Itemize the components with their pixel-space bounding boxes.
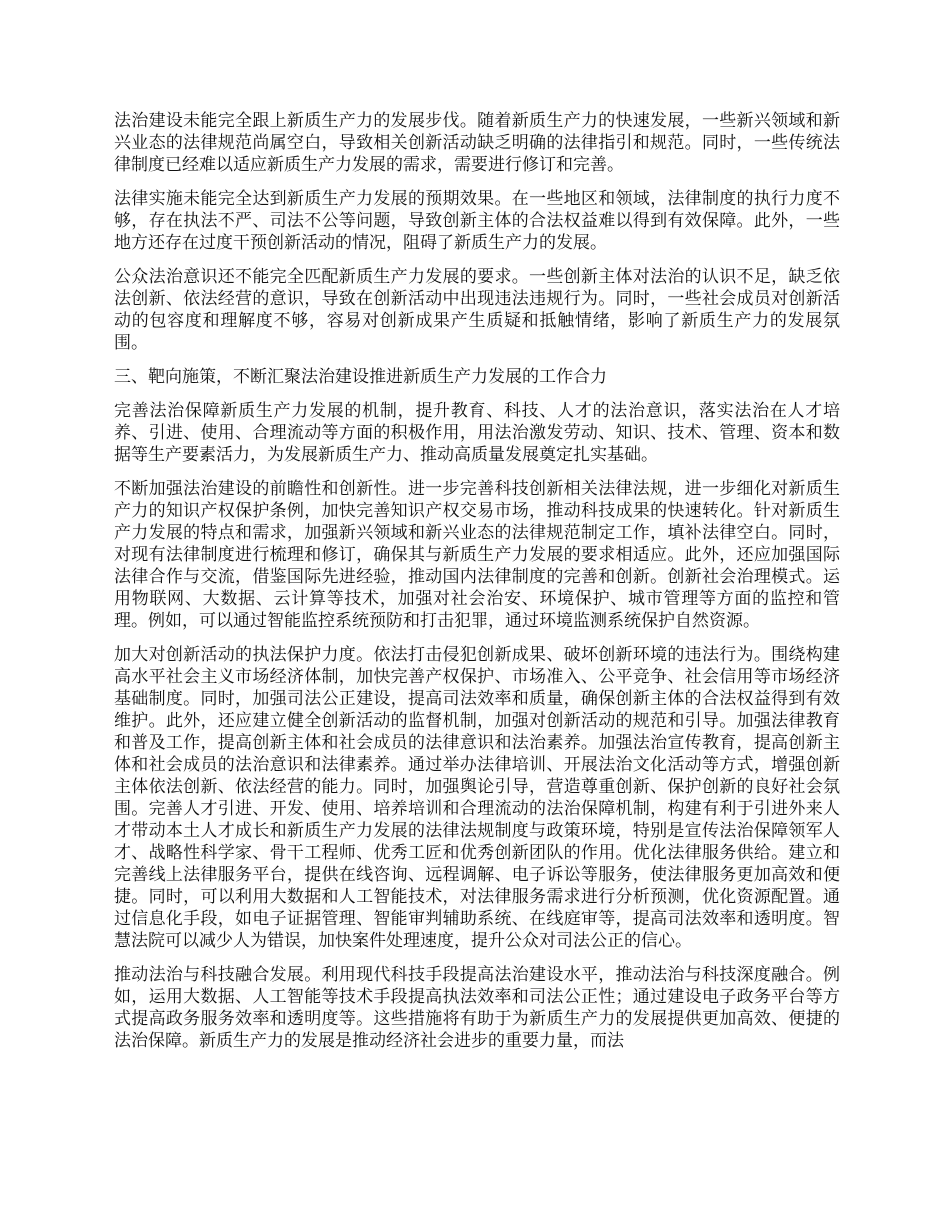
paragraph-public-awareness: 公众法治意识还不能完全匹配新质生产力发展的要求。一些创新主体对法治的认识不足，缺乏依法创新、依法经营的意识，导致在创新活动中出现违法违规行为。同时，一些社会成员对创新活动的包容度和理解度不够，容易对创新成果产生质疑和抵触情绪，影响了新质生产力的发展氛围。 [114, 267, 840, 353]
paragraph-enforcement-effect: 法律实施未能完全达到新质生产力发展的预期效果。在一些地区和领域，法律制度的执行力度不够，存在执法不严、司法不公等问题，导致创新主体的合法权益难以得到有效保障。此外，一些地方还存在过度干预创新活动的情况，阻碍了新质生产力的发展。 [114, 189, 840, 253]
document-body [114, 110, 840, 1064]
paragraph-law-tech-integration: 推动法治与科技融合发展。利用现代科技手段提高法治建设水平，推动法治与科技深度融合。例如，运用大数据、人工智能等技术手段提高执法效率和司法公正性；通过建设电子政务平台等方式提高政务服务效率和透明度等。这些措施将有助于为新质生产力的发展提供更加高效、便捷的法治保障。新质生产力的发展是推动经济社会进步的重要力量，而法 [114, 965, 840, 1051]
section-heading-3: 三、靶向施策，不断汇聚法治建设推进新质生产力发展的工作合力 [114, 367, 607, 387]
paragraph-forward-looking: 不断加强法治建设的前瞻性和创新性。进一步完善科技创新相关法律法规，进一步细化对新质生产力的知识产权保护条例，加快完善知识产权交易市场，推动科技成果的快速转化。针对新质生产力发展的特点和需求，加强新兴领域和新兴业态的法律规范制定工作，填补法律空白。同时，对现有法律制度进行梳理和修订，确保其与新质生产力发展的要求相适应。此外，还应加强国际法律合作与交流，借鉴国际先进经验，推动国内法律制度的完善和创新。创新社会治理模式。运用物联网、大数据、云计算等技术，加强对社会治安、环境保护、城市管理等方面的监控和管理。例如，可以通过智能监控系统预防和打击犯罪，通过环境监测系统保护自然资源。 [114, 479, 840, 631]
paragraph-improve-mechanism: 完善法治保障新质生产力发展的机制，提升教育、科技、人才的法治意识，落实法治在人才培养、引进、使用、合理流动等方面的积极作用，用法治激发劳动、知识、技术、管理、资本和数据等生产要素活力，为发展新质生产力、推动高质量发展奠定扎实基础。 [114, 401, 840, 465]
paragraph-enforcement-protection: 加大对创新活动的执法保护力度。依法打击侵犯创新成果、破坏创新环境的违法行为。围绕构建高水平社会主义市场经济体制，加快完善产权保护、市场准入、公平竞争、社会信用等市场经济基础制度。同时，加强司法公正建设，提高司法效率和质量，确保创新主体的合法权益得到有效维护。此外，还应建立健全创新活动的监督机制，加强对创新活动的规范和引导。加强法律教育和普及工作，提高创新主体和社会成员的法律意识和法治素养。加强法治宣传教育，提高创新主体和社会成员的法治意识和法律素养。通过举办法律培训、开展法治文化活动等方式，增强创新主体依法创新、依法经营的能力。同时，加强舆论引导，营造尊重创新、保护创新的良好社会氛围。完善人才引进、开发、使用、培养培训和合理流动的法治保障机制，构建有利于引进外来人才带动本土人才成长和新质生产力发展的法律法规制度与政策环境，特别是宣传法治保障领军人才、战略性科学家、骨干工程师、优秀工匠和优秀创新团队的作用。优化法律服务供给。建立和完善线上法律服务平台，提供在线咨询、远程调解、电子诉讼等服务，使法律服务更加高效和便捷。同时，可以利用大数据和人工智能技术，对法律服务需求进行分析预测，优化资源配置。通过信息化手段，如电子证据管理、智能审判辅助系统、在线庭审等，提高司法效率和透明度。智慧法院可以减少人为错误，加快案件处理速度，提升公众对司法公正的信心。 [114, 645, 840, 951]
paragraph-legislation-lag: 法治建设未能完全跟上新质生产力的发展步伐。随着新质生产力的快速发展，一些新兴领域和新兴业态的法律规范尚属空白，导致相关创新活动缺乏明确的法律指引和规范。同时，一些传统法律制度已经难以适应新质生产力发展的需求，需要进行修订和完善。 [114, 111, 840, 175]
